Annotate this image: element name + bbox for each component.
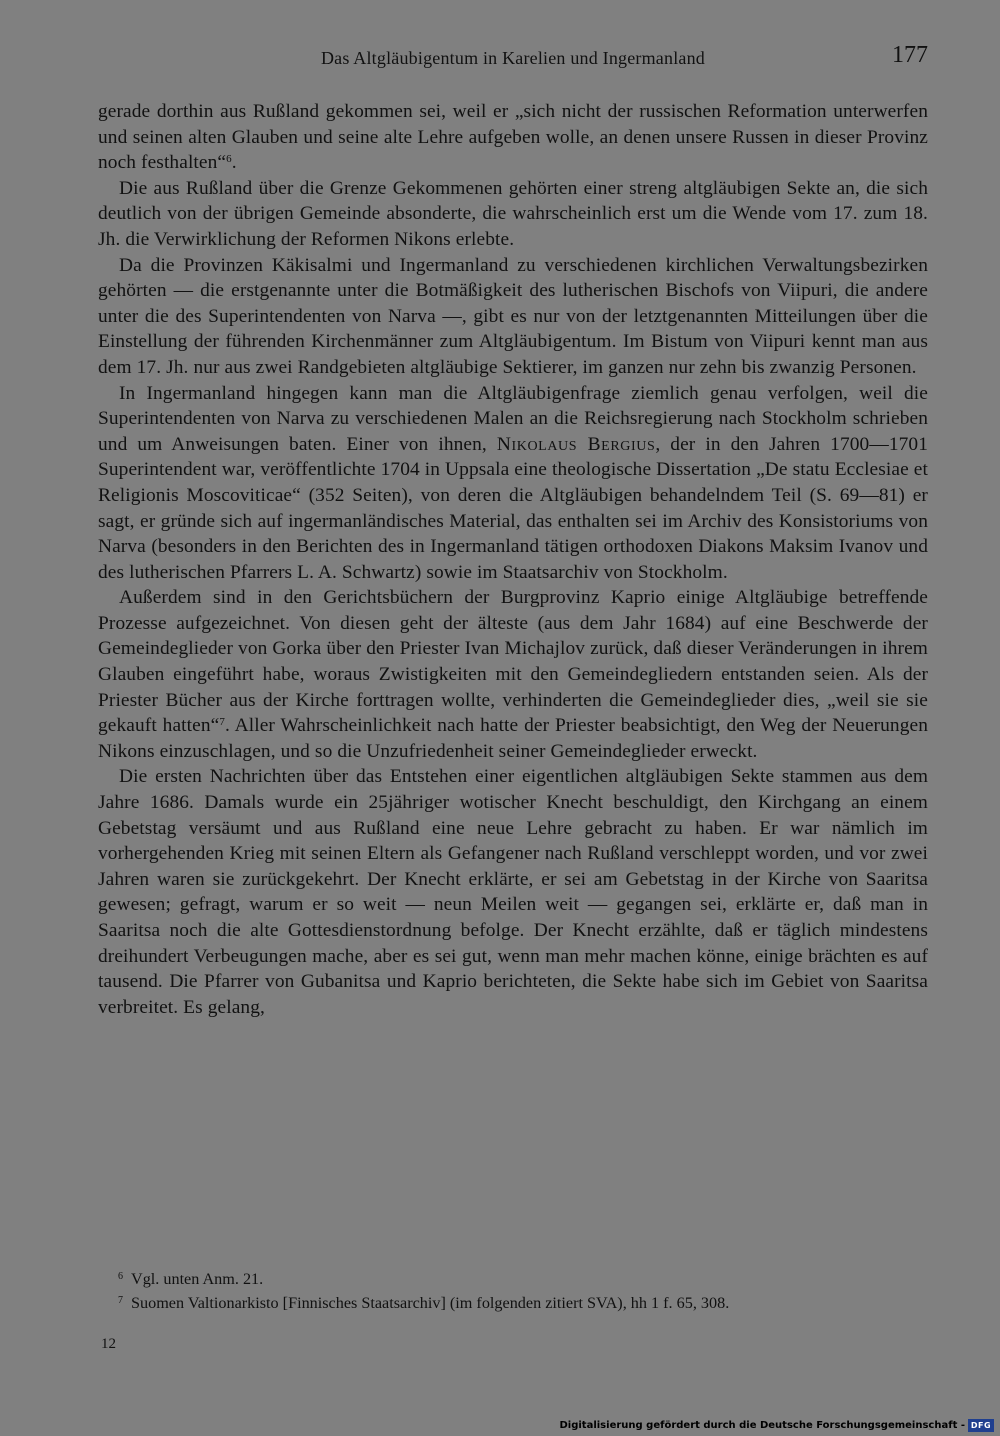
paragraph [98,99,928,176]
paragraph [98,381,928,586]
footnote-ref: 7 [219,716,225,729]
footnotes [118,1266,918,1314]
paragraph-text: , der in den Jahren 1700—1701 Superintendent war, veröffentlichte 1704 in Uppsala eine theologische Dissertation „De statu Ecclesiae et Religionis Moscoviticae“ (352 Seiten), von deren die Altgläubigen behandelndem Teil (S. 69—81) er sagt, er gründe sich auf ingermanländisches Material, das enthalten sei im Archiv des Konsistoriums von Narva (besonders in den Berichten des in Ingermanland tätigen orthodoxen Diakons Maksim Ivanov und des lutherischen Pfarrers L. A. Schwartz) sowie im Staatsarchiv von Stockholm. [98,433,929,583]
body-text [98,99,928,1020]
footnote-mark: 6 [118,1271,123,1282]
footnote-text: Vgl. unten Anm. 21. [131,1270,264,1288]
paragraph-text: In Ingermanland hingegen kann man die Altgläubigenfrage ziemlich genau verfolgen, weil die Superintendenten von Narva zu verschiedenen Malen an die Reichsregierung nach Stockholm schrieben und um Anweisungen baten. Einer von ihnen, [98,382,928,455]
footnote-ref: 6 [226,153,232,166]
paragraph-text: Die ersten Nachrichten über das Entstehen einer eigentlichen altgläubigen Sekte stammen aus dem Jahre 1686. Damals wurde ein 25jähriger wotischer Knecht beschuldigt, den Kirchgang an einem Gebetstag versäumt und aus Rußland eine neue Lehre gebracht zu haben. Er war nämlich im vorhergehenden Krieg mit seinen Eltern als Gefangener nach Rußland verschleppt worden, und vor zwei Jahren waren sie zurückgekehrt. Der Knecht erklärte, er sei am Gebetstag in der Kirche von Saaritsa gewesen; gefragt, warum er so weit — neun Meilen weit — gegangen sei, erklärte er, daß man in Saaritsa noch die alte Gottesdienstordnung befolge. Der Knecht erzählte, daß er täglich mindestens dreihundert Verbeugungen mache, aber es sei gut, wenn man mehr machen könne, einige brächten es auf tausend. Die Pfarrer von Gubanitsa und Kaprio berichteten, die Sekte habe sich im Gebiet von Saaritsa verbreitet. Es gelang, [98,766,928,1018]
page-header [98,42,928,76]
paragraph [98,585,928,764]
dfg-notice-text: Digitalisierung gefördert durch die Deutsche Forschungsgemeinschaft - [559,1419,965,1431]
footnote [118,1266,918,1290]
author-name: Nikolaus Bergius [496,433,656,455]
signature-mark: 12 [101,1336,116,1352]
paragraph-text: Da die Provinzen Käkisalmi und Ingermanland zu verschiedenen kirchlichen Verwaltungsbezirken gehörten — die erstgenannte unter die Botmäßigkeit des lutherischen Bischofs von Viipuri, die andere unter die des Superintendenten von Narva —, gibt es nur von der letztgenannten Mitteilungen über die Einstellung der führenden Kirchenmänner zum Altgläubigentum. Im Bistum von Viipuri kennt man aus dem 17. Jh. nur aus zwei Randgebieten altgläubige Sektierer, im ganzen nur zehn bis zwanzig Personen. [98,254,928,378]
dfg-logo-icon[interactable]: DFG [968,1419,994,1432]
paragraph-text: . Aller Wahrscheinlichkeit nach hatte der Priester beabsichtigt, den Weg der Neuerungen Nikons einzuschlagen, und so die Unzufriedenheit seiner Gemeindeglieder erweckt. [98,715,928,762]
running-title: Das Altgläubigentum in Karelien und Ingermanland [320,48,705,68]
paragraph-text: Außerdem sind in den Gerichtsbüchern der Burgprovinz Kaprio einige Altgläubige betreffende Prozesse aufgezeichnet. Von diesen geht der älteste (aus dem Jahr 1684) auf eine Beschwerde der Gemeindeglieder von Gorka über den Priester Ivan Michajlov zurück, daß dieser Veränderungen in ihrem Glauben eingeführt habe, woraus Zwistigkeiten mit den Gemeindegliedern entstanden seien. Als der Priester Bücher aus der Kirche forttragen wollte, verhinderten die Gemeindeglieder dies, „weil sie sie gekauft hatten“ [98,587,928,737]
paragraph [98,176,928,253]
paragraph-text: Die aus Rußland über die Grenze Gekommenen gehörten einer streng altgläubigen Sekte an, die sich deutlich von der übrigen Gemeinde absonderte, die wahrscheinlich erst um die Wende vom 17. zum 18. Jh. die Verwirklichung der Reformen Nikons erlebte. [98,177,928,250]
paragraph [98,253,928,381]
footnote [118,1290,918,1314]
paragraph-text: gerade dorthin aus Rußland gekommen sei, weil er „sich nicht der russischen Reformation unterwerfen und seinen alten Glauben und seine alte Lehre aufgeben wolle, an denen unsere Russen in dieser Provinz noch festhalten“ [98,101,928,174]
dfg-notice[interactable] [559,1418,994,1432]
page-number: 177 [892,42,928,68]
footnote-mark: 7 [118,1295,123,1306]
footnote-text: Suomen Valtionarkisto [Finnisches Staatsarchiv] (im folgenden zitiert SVA), hh 1 f. 65, 308. [131,1294,730,1312]
paragraph [98,764,928,1020]
paragraph-text: . [231,152,237,174]
